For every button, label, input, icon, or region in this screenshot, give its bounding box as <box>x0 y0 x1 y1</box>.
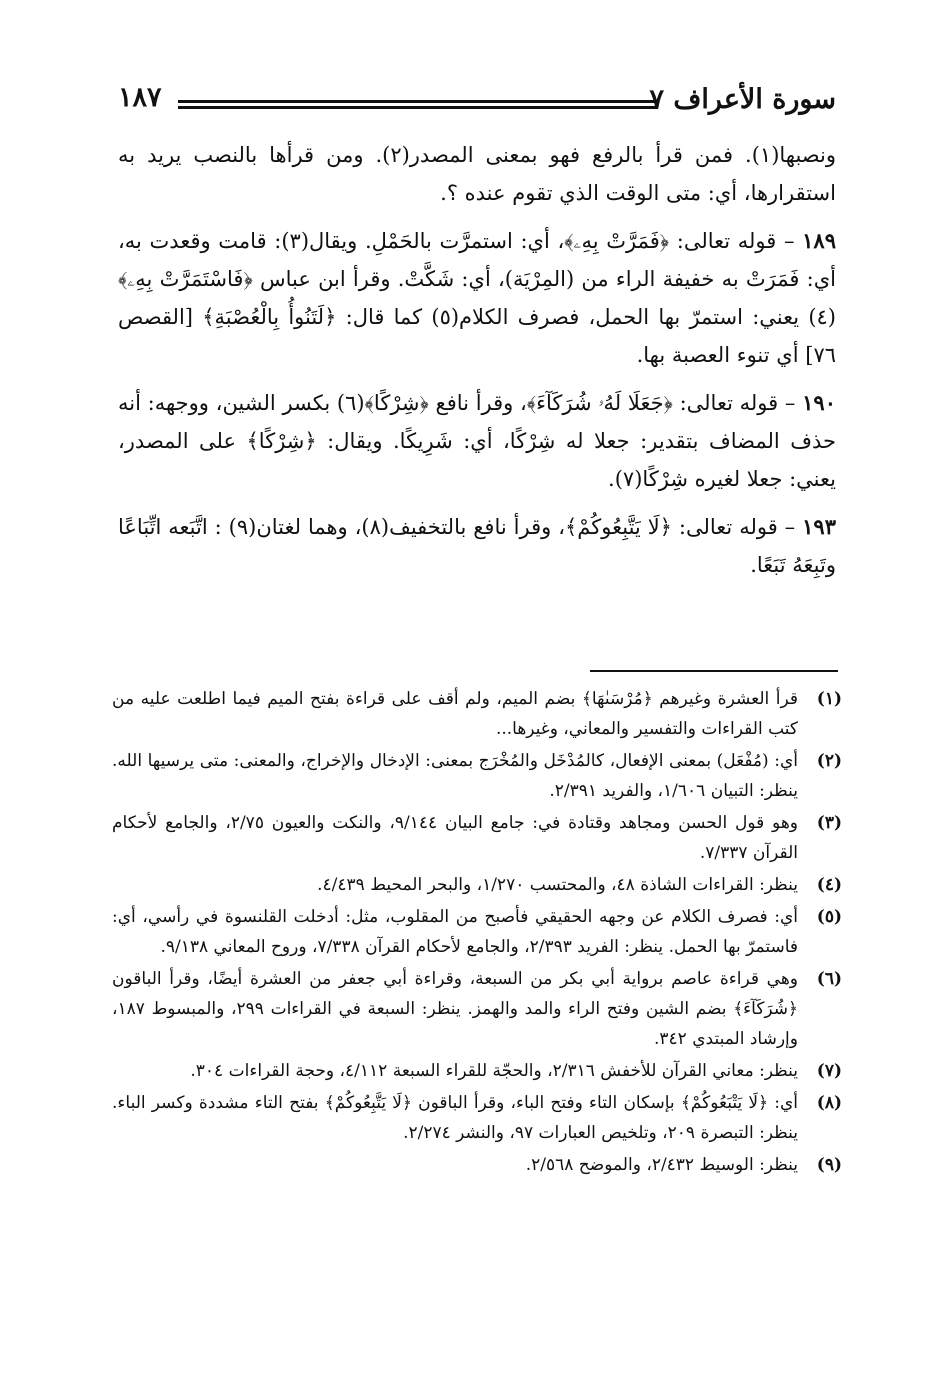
footnote <box>112 1056 842 1086</box>
footnote-text: وهي قراءة عاصم برواية أبي بكر من السبعة، وقراءة أبي جعفر من العشرة أيضًا، وقرأ الباقون ﴿شُرَكَآءَ﴾ بضم الشين وفتح الراء والمد والهمز. ينظر: السبعة في القراءات ٢٩٩، والمبسوط ١٨٧، وإرشاد المبتدي ٣٤٢. <box>112 969 799 1049</box>
paragraph <box>118 508 836 584</box>
footnote-text: أي: ﴿لَا يَتْبَعُوكُمْ﴾ بإسكان التاء وفتح الباء، وقرأ الباقون ﴿لَا يَتَّبِعُوكُمْ﴾ بفتح التاء مشددة وكسر الباء. ينظر: التبصرة ٢٠٩، وتلخيص العبارات ٩٧، والنشر ٢/٢٧٤. <box>112 1093 798 1143</box>
paragraph <box>118 384 836 498</box>
footnote-number: (١) <box>816 689 842 709</box>
footnote-text: قرأ العشرة وغيرهم ﴿مُرْسَىٰهَا﴾ بضم الميم، ولم أقف على قراءة بفتح الميم فيما اطلعت عليه من كتب القراءات والتفسير والمعاني، وغيرها... <box>112 689 798 739</box>
footnote-text: ينظر: الوسيط ٢/٤٣٢، والموضح ٢/٥٦٨. <box>525 1155 798 1175</box>
footnote-number: (٩) <box>816 1155 842 1175</box>
footnotes <box>112 684 842 1182</box>
footnote-text: أي: فصرف الكلام عن وجهه الحقيقي فأصبح من المقلوب، مثل: أدخلت القلنسوة في رأسي، أي: فاستمرّ بها الحمل. ينظر: الفريد ٢/٣٩٣، والجامع لأحكام القرآن ٧/٣٣٨، وروح المعاني ٩/١٣٨. <box>112 907 798 957</box>
header-rule <box>178 106 658 109</box>
verse-number: ١٩٠ <box>802 390 836 415</box>
footnote <box>112 902 842 962</box>
surah-title: سورة الأعراف ٧ <box>649 84 836 115</box>
footnote <box>112 746 842 806</box>
paragraph <box>118 136 836 212</box>
footnote <box>112 870 842 900</box>
footnote-number: (٥) <box>816 907 842 927</box>
verse-number: ١٩٣ <box>802 514 836 539</box>
footnote <box>112 964 842 1054</box>
footnote <box>112 1150 842 1180</box>
paragraph-text: – قوله تعالى: ﴿جَعَلَا لَهُۥ شُرَكَآءَ﴾، وقرأ نافع ﴿شِرْكًا﴾(٦) بكسر الشين، ووجهه: أنه حذف المضاف بتقدير: جعلا له شِرْكًا، أي: شَرِيكًا. ويقال: ﴿شِرْكًا﴾ على المصدر، يعني: جعلا لغيره شِرْكًا(٧). <box>118 391 836 491</box>
paragraph-text: ونصبها(١). فمن قرأ بالرفع فهو بمعنى المصدر(٢). ومن قرأها بالنصب يريد به استقرارها، أي: متى الوقت الذي تقوم عنده ؟. <box>118 143 836 205</box>
footnote-text: أي: (مُفْعَل) بمعنى الإفعال، كالمُدْخَل والمُخْرَج بمعنى: الإدخال والإخراج، والمعنى: متى يرسيها الله. ينظر: التبيان ١/٦٠٦، والفريد ٢/٣٩١. <box>112 751 798 801</box>
footnote-text: ينظر: معاني القرآن للأخفش ٢/٣١٦، والحجّة للقراء السبعة ٤/١١٢، وحجة القراءات ٣٠٤. <box>190 1061 798 1081</box>
footnote-number: (٧) <box>816 1061 842 1081</box>
footnote-number: (٢) <box>816 751 842 771</box>
main-text <box>118 136 836 584</box>
footnote-separator <box>590 670 838 672</box>
footnote-number: (٨) <box>816 1093 842 1113</box>
verse-number: ١٨٩ <box>802 228 836 253</box>
paragraph-text: – قوله تعالى: ﴿لَا يَتَّبِعُوكُمْ﴾، وقرأ نافع بالتخفيف(٨)، وهما لغتان(٩) : اتَّبَعه اتِّبَاعًا وتَبِعَهُ تَبَعًا. <box>118 515 836 577</box>
footnote <box>112 684 842 744</box>
paragraph-text: – قوله تعالى: ﴿فَمَرَّتْ بِهِۦ﴾، أي: استمرَّت بالحَمْلِ. ويقال(٣): قامت وقعدت به، أي: فَمَرَتْ به خفيفة الراء من (المِرْيَة)، أي: شَكَّتْ. وقرأ ابن عباس ﴿فَاسْتَمَرَّتْ بِهِۦ﴾(٤) يعني: استمرّ بها الحمل، فصرف الكلام(٥) كما قال: ﴿لَتَنُوأُ بِالْعُصْبَةِ﴾ [القصص ٧٦] أي تنوء العصبة بها. <box>118 229 836 367</box>
footnote <box>112 808 842 868</box>
footnote <box>112 1088 842 1148</box>
page-header <box>118 80 836 128</box>
header-rule <box>178 100 658 103</box>
footnote-text: ينظر: القراءات الشاذة ٤٨، والمحتسب ١/٢٧٠، والبحر المحيط ٤/٤٣٩. <box>317 875 798 895</box>
paragraph <box>118 222 836 374</box>
page-number: ١٨٧ <box>118 82 162 113</box>
footnote-number: (٦) <box>816 969 842 989</box>
footnote-text: وهو قول الحسن ومجاهد وقتادة في: جامع البيان ٩/١٤٤، والنكت والعيون ٢/٧٥، والجامع لأحكام القرآن ٧/٣٣٧. <box>112 813 799 863</box>
footnote-number: (٣) <box>816 813 842 833</box>
footnote-number: (٤) <box>816 875 842 895</box>
